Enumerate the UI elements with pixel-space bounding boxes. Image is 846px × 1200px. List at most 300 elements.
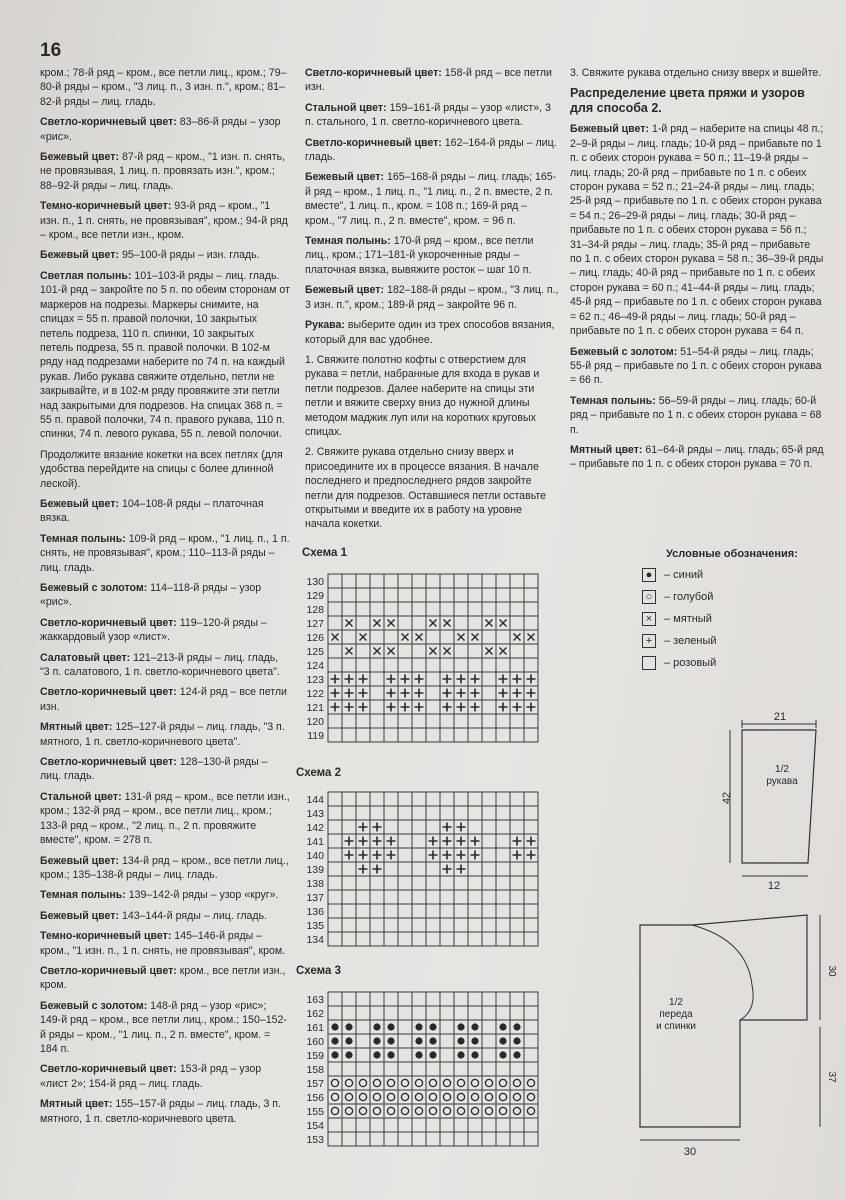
instruction-text: 139–142-й ряды – узор «круг».	[125, 889, 279, 902]
grid-cell	[412, 1118, 426, 1132]
grid-cell	[496, 932, 510, 946]
grid-cell	[510, 806, 524, 820]
blue-stitch-mark	[415, 1051, 422, 1058]
grid-cell	[398, 1034, 412, 1048]
grid-cell	[426, 1104, 440, 1118]
grid-cell	[426, 588, 440, 602]
light-blue-stitch-mark	[359, 1079, 366, 1086]
grid-cell	[468, 588, 482, 602]
grid-cell	[454, 932, 468, 946]
grid-cell	[356, 1104, 370, 1118]
light-blue-stitch-mark	[443, 1093, 450, 1100]
grid-cell	[440, 1076, 454, 1090]
green-stitch-mark	[527, 675, 536, 684]
grid-cell	[384, 602, 398, 616]
grid-cell	[524, 1132, 538, 1146]
green-stitch-mark	[471, 675, 480, 684]
instruction-text: 153-й ряд – узор «лист 2»; 154-й ряд – лиц. гладь.	[40, 1063, 262, 1090]
grid-cell	[454, 644, 468, 658]
light-blue-stitch-mark	[331, 1079, 338, 1086]
grid-cell	[482, 1006, 496, 1020]
grid-cell	[426, 1118, 440, 1132]
grid-cell	[398, 890, 412, 904]
grid-cell	[370, 1132, 384, 1146]
grid-cell	[370, 932, 384, 946]
paragraph	[305, 234, 559, 277]
grid-cell	[454, 890, 468, 904]
grid-cell	[412, 728, 426, 742]
row-number: 141	[306, 836, 324, 848]
mint-stitch-mark	[346, 648, 353, 655]
col3-heading: Распределение цвета пряжи и узоров для способа 2.	[570, 86, 805, 116]
grid-cell	[426, 630, 440, 644]
blue-stitch-mark	[457, 1037, 464, 1044]
paragraph	[40, 269, 290, 442]
grid-cell	[468, 890, 482, 904]
row-number: 136	[306, 906, 324, 918]
grid-cell	[328, 728, 342, 742]
grid-cell	[524, 862, 538, 876]
grid-cell	[426, 686, 440, 700]
light-blue-stitch-mark	[415, 1093, 422, 1100]
grid-cell	[496, 890, 510, 904]
grid-cell	[328, 806, 342, 820]
mint-stitch-mark	[360, 634, 367, 641]
grid-cell	[440, 1118, 454, 1132]
grid-cell	[342, 820, 356, 834]
grid-cell	[356, 1090, 370, 1104]
grid-cell	[426, 932, 440, 946]
green-stitch-mark	[359, 675, 368, 684]
blue-stitch-mark	[471, 1037, 478, 1044]
grid-cell	[482, 904, 496, 918]
grid-cell	[342, 588, 356, 602]
paragraph	[305, 136, 559, 165]
grid-cell	[412, 918, 426, 932]
blue-stitch-mark	[513, 1037, 520, 1044]
grid-cell	[482, 672, 496, 686]
green-stitch-mark	[359, 851, 368, 860]
grid-cell	[510, 890, 524, 904]
grid-cell	[524, 1048, 538, 1062]
grid-cell	[454, 904, 468, 918]
paragraph	[305, 66, 559, 95]
grid-cell	[524, 992, 538, 1006]
grid-cell	[510, 714, 524, 728]
paragraph	[40, 651, 290, 680]
grid-cell	[426, 1132, 440, 1146]
green-stitch-mark	[443, 865, 452, 874]
grid-cell	[468, 714, 482, 728]
body-bottom-height: 37	[826, 1071, 837, 1083]
color-label: Бежевый с золотом:	[40, 999, 148, 1012]
instruction-text: 51–54-й ряды – лиц. гладь; 55-й ряд – прибавьте по 1 п. с обеих сторон рукава = 66 п.	[570, 345, 822, 387]
light-blue-stitch-mark	[443, 1079, 450, 1086]
paragraph	[40, 964, 290, 993]
grid-cell	[328, 644, 342, 658]
grid-cell	[370, 1076, 384, 1090]
paragraph	[40, 790, 290, 848]
grid-cell	[412, 658, 426, 672]
grid-cell	[440, 1104, 454, 1118]
color-label: Стальной цвет:	[305, 101, 387, 114]
grid-cell	[524, 644, 538, 658]
row-number: 128	[306, 604, 324, 616]
grid-cell	[482, 862, 496, 876]
sleeve-outline	[742, 730, 816, 863]
paragraph	[40, 720, 290, 749]
instruction-text: 125–127-й ряды – лиц. гладь, "3 п. мятного, 1 п. светло-коричневого цвета".	[40, 721, 285, 748]
grid-cell	[412, 992, 426, 1006]
legend-symbol-icon: +	[642, 634, 656, 648]
row-number: 160	[306, 1036, 324, 1048]
green-stitch-mark	[401, 675, 410, 684]
grid-cell	[370, 1006, 384, 1020]
mint-stitch-mark	[528, 634, 535, 641]
grid-cell	[384, 574, 398, 588]
grid-cell	[496, 848, 510, 862]
grid-cell	[510, 602, 524, 616]
green-stitch-mark	[471, 689, 480, 698]
grid-cell	[356, 904, 370, 918]
grid-cell	[356, 1048, 370, 1062]
grid-cell	[454, 1006, 468, 1020]
paragraph	[40, 888, 290, 902]
grid-cell	[398, 1132, 412, 1146]
grid-cell	[342, 992, 356, 1006]
grid-cell	[328, 1132, 342, 1146]
row-number: 137	[306, 892, 324, 904]
grid-cell	[496, 876, 510, 890]
instruction-text: 83–86-й ряды – узор «рис».	[40, 116, 281, 143]
paragraph	[305, 353, 559, 439]
grid-cell	[356, 728, 370, 742]
grid-cell	[454, 876, 468, 890]
row-number: 163	[306, 994, 324, 1006]
light-blue-stitch-mark	[359, 1107, 366, 1114]
light-blue-stitch-mark	[429, 1107, 436, 1114]
grid-cell	[426, 890, 440, 904]
legend-symbol-icon: ●	[642, 568, 656, 582]
green-stitch-mark	[345, 703, 354, 712]
grid-cell	[356, 1076, 370, 1090]
sleeve-height: 42	[721, 791, 733, 805]
grid-cell	[426, 1062, 440, 1076]
paragraph	[305, 445, 559, 531]
row-number: 155	[306, 1106, 324, 1118]
blue-stitch-mark	[429, 1051, 436, 1058]
grid-cell	[510, 932, 524, 946]
grid-cell	[356, 574, 370, 588]
instruction-text: 95–100-й ряды – изн. гладь.	[119, 249, 260, 262]
grid-cell	[510, 820, 524, 834]
grid-cell	[342, 1132, 356, 1146]
mint-stitch-mark	[444, 648, 451, 655]
grid-cell	[468, 1118, 482, 1132]
instruction-text: 109-й ряд – кром., "1 лиц. п., 1 п. снять, не провязывая", кром.; 110–113-й ряды – лиц. гладь.	[40, 532, 290, 574]
grid-cell	[370, 728, 384, 742]
light-blue-stitch-mark	[457, 1079, 464, 1086]
body-neckline	[692, 925, 753, 1020]
grid-cell	[328, 658, 342, 672]
grid-cell	[482, 574, 496, 588]
grid-cell	[482, 834, 496, 848]
grid-cell	[440, 806, 454, 820]
grid-cell	[440, 992, 454, 1006]
grid-cell	[384, 904, 398, 918]
grid-cell	[356, 616, 370, 630]
green-stitch-mark	[429, 837, 438, 846]
grid-cell	[342, 904, 356, 918]
grid-cell	[510, 904, 524, 918]
color-label: Мятный цвет:	[40, 1098, 113, 1111]
color-label: Бежевый с золотом:	[40, 582, 148, 594]
green-stitch-mark	[443, 851, 452, 860]
grid-cell	[496, 992, 510, 1006]
grid-cell	[328, 1104, 342, 1118]
grid-cell	[482, 876, 496, 890]
green-stitch-mark	[359, 703, 368, 712]
grid-cell	[468, 806, 482, 820]
grid-cell	[426, 1076, 440, 1090]
grid-cell	[468, 1076, 482, 1090]
grid-cell	[356, 1118, 370, 1132]
row-number: 157	[306, 1078, 324, 1090]
grid-cell	[328, 602, 342, 616]
instruction-text: 128–130-й ряды – лиц. гладь.	[40, 756, 268, 783]
grid-cell	[412, 616, 426, 630]
grid-cell	[482, 1076, 496, 1090]
instruction-text: 1. Свяжите полотно кофты с отверстием для рукава = петли, набранные для входа в рукав и петли подрезов. Далее наберите на спицы эти петли и вяжите сверху вниз до нужной длины методом маджик луп или на коротких круговых спицах.	[305, 353, 540, 438]
paragraph	[40, 616, 290, 645]
grid-cell	[398, 904, 412, 918]
light-blue-stitch-mark	[359, 1093, 366, 1100]
grid-cell	[384, 862, 398, 876]
grid-cell	[412, 848, 426, 862]
light-blue-stitch-mark	[331, 1107, 338, 1114]
grid-cell	[412, 1076, 426, 1090]
light-blue-stitch-mark	[527, 1107, 534, 1114]
instruction-text: 121–213-й ряды – лиц. гладь, "3 п. салатового, 1 п. светло-коричневого цвета".	[40, 651, 280, 679]
green-stitch-mark	[443, 675, 452, 684]
body-pattern	[632, 905, 837, 1160]
grid-cell	[342, 714, 356, 728]
grid-cell	[328, 992, 342, 1006]
green-stitch-mark	[513, 837, 522, 846]
grid-cell	[468, 728, 482, 742]
grid-cell	[412, 602, 426, 616]
col3-intro: 3. Свяжите рукава отдельно снизу вверх и вшейте.	[570, 67, 822, 79]
instruction-text: 104–108-й ряды – платочная вязка.	[40, 497, 264, 525]
grid-cell	[440, 728, 454, 742]
paragraph	[305, 170, 559, 228]
blue-stitch-mark	[513, 1023, 520, 1030]
grid-cell	[440, 1006, 454, 1020]
paragraph	[40, 115, 290, 144]
grid-cell	[482, 602, 496, 616]
legend	[642, 548, 798, 674]
grid-cell	[384, 1118, 398, 1132]
grid-cell	[496, 714, 510, 728]
instruction-text: 162–164-й ряды – лиц. гладь.	[305, 136, 557, 164]
grid-cell	[524, 1118, 538, 1132]
row-number: 154	[306, 1120, 324, 1132]
color-label: Темная полынь:	[40, 889, 126, 902]
green-stitch-mark	[429, 851, 438, 860]
grid-cell	[468, 602, 482, 616]
grid-cell	[496, 658, 510, 672]
grid-cell	[454, 1104, 468, 1118]
grid-cell	[398, 658, 412, 672]
grid-cell	[510, 1104, 524, 1118]
grid-cell	[482, 820, 496, 834]
grid-cell	[496, 792, 510, 806]
grid-cell	[524, 602, 538, 616]
green-stitch-mark	[345, 851, 354, 860]
grid-cell	[398, 820, 412, 834]
grid-cell	[524, 616, 538, 630]
row-number: 162	[306, 1008, 324, 1020]
mint-stitch-mark	[416, 634, 423, 641]
grid-cell	[524, 876, 538, 890]
grid-cell	[510, 1062, 524, 1076]
grid-cell	[440, 1062, 454, 1076]
grid-cell	[398, 1062, 412, 1076]
body-label-back: и спинки	[656, 1021, 696, 1032]
grid-cell	[328, 1076, 342, 1090]
grid-cell	[342, 1118, 356, 1132]
grid-cell	[370, 904, 384, 918]
grid-cell	[496, 820, 510, 834]
grid-cell	[370, 658, 384, 672]
paragraph	[40, 1062, 290, 1091]
grid-cell	[398, 834, 412, 848]
grid-cell	[454, 1062, 468, 1076]
grid-cell	[468, 644, 482, 658]
green-stitch-mark	[471, 703, 480, 712]
blue-stitch-mark	[345, 1023, 352, 1030]
green-stitch-mark	[499, 675, 508, 684]
scheme-2-grid	[298, 790, 628, 948]
grid-cell	[412, 820, 426, 834]
grid-cell	[496, 918, 510, 932]
instruction-text: 145–146-й ряды – кром., "1 изн. п., 1 п. снять, не провязывая", кром.	[40, 930, 286, 957]
grid-cell	[370, 1104, 384, 1118]
grid-cell	[524, 588, 538, 602]
grid-cell	[398, 1076, 412, 1090]
row-number: 120	[306, 716, 324, 728]
grid-cell	[426, 1090, 440, 1104]
grid-cell	[524, 714, 538, 728]
grid-cell	[398, 574, 412, 588]
grid-cell	[412, 806, 426, 820]
paragraph	[305, 283, 559, 312]
grid-cell	[370, 672, 384, 686]
grid-cell	[328, 714, 342, 728]
row-number: 140	[306, 850, 324, 862]
green-stitch-mark	[373, 851, 382, 860]
grid-cell	[468, 574, 482, 588]
grid-cell	[524, 1062, 538, 1076]
grid-cell	[328, 848, 342, 862]
row-number: 130	[306, 576, 324, 588]
grid-cell	[412, 876, 426, 890]
green-stitch-mark	[443, 823, 452, 832]
mint-stitch-mark	[430, 620, 437, 627]
grid-cell	[384, 1076, 398, 1090]
grid-cell	[412, 932, 426, 946]
green-stitch-mark	[527, 703, 536, 712]
blue-stitch-mark	[415, 1023, 422, 1030]
grid-cell	[356, 714, 370, 728]
legend-symbol-icon: ×	[642, 612, 656, 626]
grid-cell	[328, 616, 342, 630]
blue-stitch-mark	[345, 1037, 352, 1044]
light-blue-stitch-mark	[345, 1107, 352, 1114]
grid-cell	[524, 820, 538, 834]
color-label: Бежевый цвет:	[40, 854, 119, 867]
legend-label: – голубой	[664, 591, 714, 603]
body-label-front: переда	[659, 1009, 693, 1020]
light-blue-stitch-mark	[513, 1079, 520, 1086]
grid-cell	[440, 574, 454, 588]
color-label: Бежевый цвет:	[40, 151, 119, 164]
legend-symbol-icon: ○	[642, 590, 656, 604]
green-stitch-mark	[331, 703, 340, 712]
green-stitch-mark	[345, 689, 354, 698]
paragraph	[40, 448, 290, 491]
legend-label: – зеленый	[664, 635, 717, 647]
instruction-text: 182–188-й ряды – кром., "3 лиц. п., 3 изн. п.", кром.; 189-й ряд – закройте 96 п.	[305, 284, 559, 311]
grid-cell	[356, 932, 370, 946]
green-stitch-mark	[345, 837, 354, 846]
grid-cell	[342, 1076, 356, 1090]
paragraph	[40, 685, 290, 714]
grid-cell	[412, 1090, 426, 1104]
grid-cell	[398, 1090, 412, 1104]
green-stitch-mark	[331, 675, 340, 684]
grid-cell	[426, 728, 440, 742]
grid-cell	[482, 658, 496, 672]
color-label: Стальной цвет:	[40, 790, 122, 803]
scheme-1-grid	[298, 572, 628, 744]
grid-cell	[342, 862, 356, 876]
grid-cell	[384, 918, 398, 932]
mint-stitch-mark	[486, 648, 493, 655]
legend-label: – мятный	[664, 613, 712, 625]
grid-cell	[384, 820, 398, 834]
blue-stitch-mark	[331, 1051, 338, 1058]
grid-cell	[398, 848, 412, 862]
grid-cell	[454, 714, 468, 728]
light-blue-stitch-mark	[457, 1093, 464, 1100]
grid-cell	[342, 792, 356, 806]
grid-cell	[356, 588, 370, 602]
instruction-text: 56–59-й ряды – лиц. гладь; 60-й ряд – прибавьте по 1 п. с обеих сторон рукава = 68 п.	[570, 394, 822, 436]
grid-cell	[496, 574, 510, 588]
color-label: Светло-коричневый цвет:	[40, 756, 177, 769]
light-blue-stitch-mark	[331, 1093, 338, 1100]
row-number: 126	[306, 632, 324, 644]
grid-cell	[426, 806, 440, 820]
blue-stitch-mark	[429, 1023, 436, 1030]
grid-cell	[482, 686, 496, 700]
grid-cell	[440, 890, 454, 904]
grid-cell	[328, 932, 342, 946]
blue-stitch-mark	[373, 1023, 380, 1030]
grid-cell	[328, 820, 342, 834]
grid-cell	[398, 792, 412, 806]
